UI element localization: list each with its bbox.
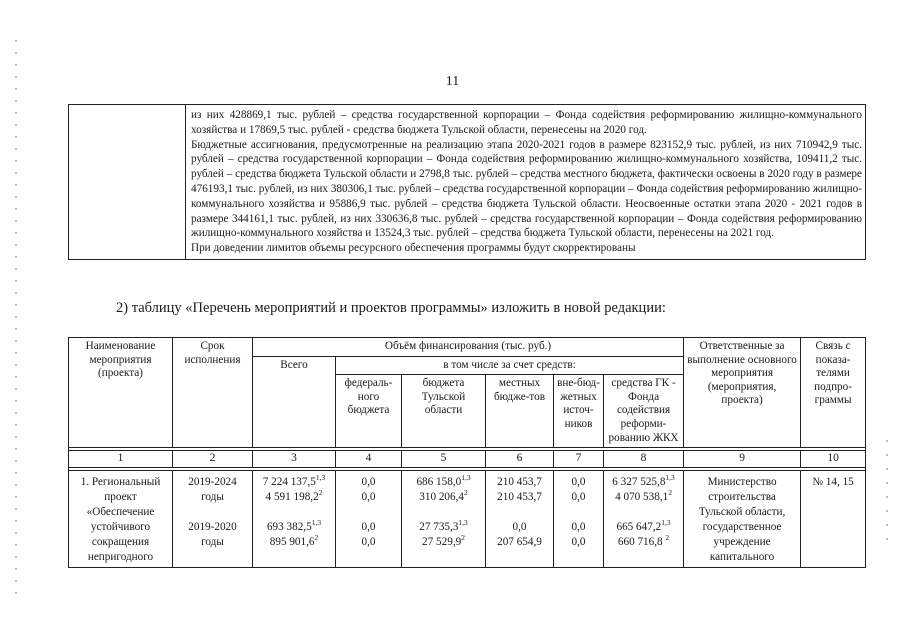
cell-line: Тульской области, bbox=[698, 505, 786, 518]
column-number: 2 bbox=[173, 451, 253, 468]
amount: 660 716,8 $^2$ bbox=[617, 532, 670, 548]
project-name-cell bbox=[69, 470, 173, 567]
extra-values bbox=[556, 475, 601, 550]
footnote-mark: 1,3 bbox=[315, 472, 326, 482]
amount: 310 206,4$^2$ bbox=[419, 487, 468, 503]
amount: 0,0 bbox=[361, 520, 376, 533]
table-row bbox=[69, 470, 866, 567]
text-paragraph: Бюджетные ассигнования, предусмотренные на реализацию этапа 2020-2021 годов в размере 823152,9 тыс. рублей, из них 710942,9 тыс. рублей – средства государственной корпорации – Фонда содействия реформированию жилищно-коммунального хозяйства, 109411,2 тыс. рублей – средства бюджета Тульской области и 2798,8 тыс. рублей – средства местного бюджета, фактически освоены в 2020 году в размере 476193,1 тыс. рублей, из них 380306,1 тыс. рублей – средства государственной корпорации – Фонда содействия реформированию жилищно-коммунального хозяйства и 95886,9 тыс. рублей – средства бюджета Тульской области. Неосвоенные остатки этапа 2020 - 2021 годов в размере 344161,1 тыс. рублей, из них 330636,8 тыс. рублей – средства государственной корпорации – Фонда содействия реформированию жилищно-коммунального хозяйства и 13524,3 тыс. рублей – средства бюджета Тульской области, перенесены на 2021 год. bbox=[191, 138, 862, 240]
footnote-mark: 1,3 bbox=[665, 472, 675, 482]
text-paragraph: из них 428869,1 тыс. рублей – средства государственной корпорации – Фонда содействия реформированию жилищно-коммунального хозяйства и 17869,5 тыс. рублей - средства бюджета Тульской области, перенесены на 2020 год. bbox=[191, 109, 862, 136]
project-name bbox=[71, 475, 170, 565]
amount: 0,0 bbox=[571, 535, 586, 548]
footnote-mark: 1,3 bbox=[311, 517, 322, 527]
header-term: Срок исполнения bbox=[173, 338, 253, 448]
continuation-table bbox=[68, 104, 866, 260]
header-total: Всего bbox=[253, 356, 336, 448]
text-paragraph: При доведении лимитов объемы ресурсного обеспечения программы будут скорректированы bbox=[191, 242, 636, 255]
section-heading: 2) таблицу «Перечень мероприятий и проектов программы» изложить в новой редакции: bbox=[116, 300, 666, 316]
right-margin-marks bbox=[886, 440, 888, 550]
cell-line: 2019-2024 bbox=[188, 475, 237, 488]
local-cell bbox=[486, 470, 554, 567]
amount: 895 901,6$^2$ bbox=[269, 532, 319, 548]
amount: 665 647,2$^{1,3}$ bbox=[616, 517, 671, 533]
footnote-mark: 2 bbox=[318, 487, 323, 497]
cell-line: сокращения bbox=[91, 535, 150, 548]
header-funding: Объём финансирования (тыс. руб.) bbox=[253, 338, 684, 357]
footnote-mark: 1,3 bbox=[461, 472, 471, 482]
footnote-mark: 2 bbox=[314, 532, 319, 542]
amount: 0,0 bbox=[361, 535, 376, 548]
column-number: 5 bbox=[402, 451, 486, 468]
responsible-cell bbox=[684, 470, 801, 567]
header-local: местных бюдже-тов bbox=[486, 375, 554, 448]
total-cell bbox=[253, 470, 336, 567]
column-number: 10 bbox=[801, 451, 866, 468]
amount: 27 735,3$^{1,3}$ bbox=[419, 517, 468, 533]
amount: 0,0 bbox=[571, 520, 586, 533]
cell-line: Министерство bbox=[707, 475, 777, 488]
footnote-mark: 1,3 bbox=[661, 517, 671, 527]
column-number: 9 bbox=[684, 451, 801, 468]
column-number: 8 bbox=[604, 451, 684, 468]
header-extra: вне-бюд-жетных источ-ников bbox=[554, 375, 604, 448]
term-period bbox=[175, 520, 250, 550]
extra-cell bbox=[554, 470, 604, 567]
footnote-mark: 2 bbox=[665, 532, 670, 542]
cell-line: капитального bbox=[709, 550, 775, 563]
header-regional: бюджета Тульской области bbox=[402, 375, 486, 448]
column-number: 4 bbox=[336, 451, 402, 468]
total-values bbox=[255, 472, 333, 550]
column-number: 7 bbox=[554, 451, 604, 468]
cell-line: непригодного bbox=[87, 550, 154, 563]
measures-table bbox=[68, 337, 866, 568]
column-number: 6 bbox=[486, 451, 554, 468]
amount: 4 070 538,1$^2$ bbox=[615, 487, 672, 503]
column-number: 3 bbox=[253, 451, 336, 468]
page-number: 11 bbox=[445, 74, 460, 89]
amount: 693 382,5$^{1,3}$ bbox=[266, 517, 322, 533]
header-name: Наименование мероприятия (проекта) bbox=[69, 338, 173, 448]
cell-line: «Обеспечение bbox=[86, 505, 155, 518]
cell-line: учреждение bbox=[713, 535, 771, 548]
federal-values bbox=[338, 475, 399, 550]
left-margin-marks bbox=[15, 40, 17, 600]
cell-line: проект bbox=[104, 490, 137, 503]
cell-line: строительства bbox=[708, 490, 776, 503]
continuation-text-cell bbox=[186, 105, 866, 260]
amount: 207 654,9 bbox=[497, 535, 542, 548]
cell-line: 2019-2020 bbox=[188, 520, 237, 533]
amount: 7 224 137,5$^{1,3}$ bbox=[262, 472, 326, 488]
amount: 6 327 525,8$^{1,3}$ bbox=[612, 472, 675, 488]
amount: 0,0 bbox=[361, 490, 376, 503]
amount: 27 529,9$^2$ bbox=[422, 532, 465, 548]
link-cell: № 14, 15 bbox=[801, 470, 866, 567]
local-values bbox=[488, 475, 551, 550]
cell-line: 1. Региональный bbox=[80, 475, 161, 488]
amount: 686 158,0$^{1,3}$ bbox=[416, 472, 471, 488]
term-period bbox=[175, 475, 250, 505]
header-including: в том числе за счет средств: bbox=[336, 356, 684, 375]
amount: 210 453,7 bbox=[497, 490, 542, 503]
amount: 0,0 bbox=[512, 520, 527, 533]
regional-cell bbox=[402, 470, 486, 567]
cell-line: годы bbox=[201, 490, 224, 503]
amount: 210 453,7 bbox=[497, 475, 542, 488]
empty-label-cell bbox=[69, 105, 186, 260]
header-responsible: Ответственные за выполнение основного мероприятия (мероприятия, проекта) bbox=[684, 338, 801, 448]
cell-line: государственное bbox=[702, 520, 782, 533]
amount: 4 591 198,2$^2$ bbox=[265, 487, 323, 503]
amount: 0,0 bbox=[361, 475, 376, 488]
fund-cell bbox=[604, 470, 684, 567]
term-cell bbox=[173, 470, 253, 567]
cell-line: устойчивого bbox=[90, 520, 151, 533]
footnote-mark: 2 bbox=[461, 532, 465, 542]
federal-cell bbox=[336, 470, 402, 567]
fund-values bbox=[606, 472, 681, 550]
responsible-org bbox=[686, 475, 798, 565]
amount: 0,0 bbox=[571, 475, 586, 488]
footnote-mark: 1,3 bbox=[458, 517, 468, 527]
header-link: Связь с показа-телями подпро-граммы bbox=[801, 338, 866, 448]
column-number-row bbox=[69, 451, 866, 468]
cell-line: годы bbox=[201, 535, 224, 548]
footnote-mark: 2 bbox=[668, 487, 672, 497]
header-fund: средства ГК - Фонда содействия реформи-рованию ЖКХ bbox=[604, 375, 684, 448]
header-federal: федераль-ного бюджета bbox=[336, 375, 402, 448]
amount: 0,0 bbox=[571, 490, 586, 503]
regional-values bbox=[404, 472, 483, 550]
footnote-mark: 2 bbox=[464, 487, 468, 497]
column-number: 1 bbox=[69, 451, 173, 468]
